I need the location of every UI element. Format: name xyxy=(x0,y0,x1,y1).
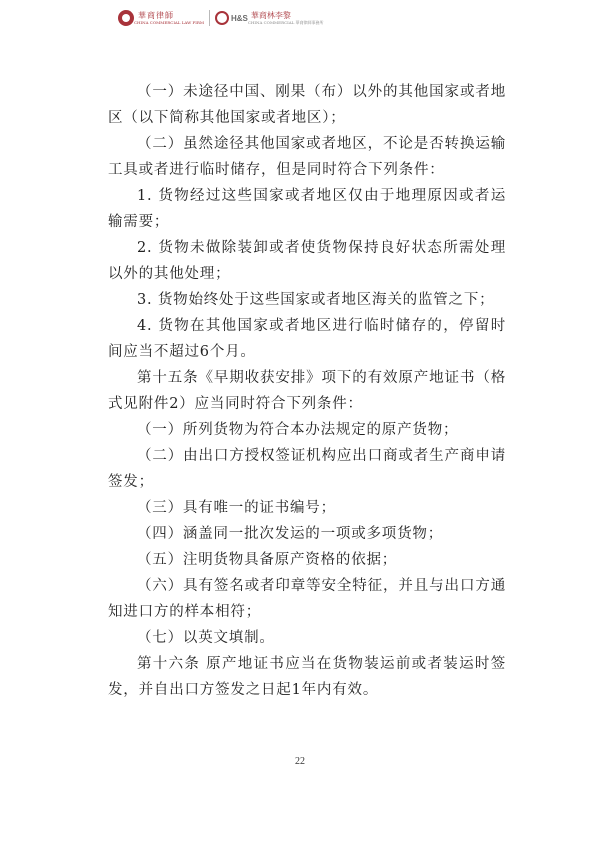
paragraph-11: （四）涵盖同一批次发运的一项或多项货物； xyxy=(137,526,443,542)
paragraph-2: （二）虽然途径其他国家或者地区，不论是否转换运输工具或者进行临时储存，但是同时符合下列条件： xyxy=(108,136,506,178)
paragraph-6: 4. 货物在其他国家或者地区进行临时储存的，停留时间应当不超过6个月。 xyxy=(108,318,506,360)
paragraph-10: （三）具有唯一的证书编号； xyxy=(137,500,336,516)
hs-logo xyxy=(215,11,324,25)
logo2-text: 華商林李黎 xyxy=(250,11,291,20)
logo2-subtext: CHINA COMMERCIAL 華商律師事務所 xyxy=(247,20,324,25)
paragraph-3: 1. 货物经过这些国家或者地区仅由于地理原因或者运输需要； xyxy=(108,188,506,230)
page-header xyxy=(118,8,324,28)
paragraph-4: 2. 货物未做除装卸或者使货物保持良好状态所需处理以外的其他处理； xyxy=(108,240,506,282)
paragraph-15: 第十六条 原产地证书应当在货物装运前或者装运时签发，并自出口方签发之日起1年内有效。 xyxy=(108,656,506,698)
hs-emblem-icon xyxy=(215,11,229,25)
logo1-text: 華商律師 xyxy=(138,11,174,20)
paragraph-5: 3. 货物始终处于这些国家或者地区海关的监管之下； xyxy=(137,292,495,308)
document-body xyxy=(108,79,506,703)
law-firm-emblem-icon xyxy=(118,10,134,26)
page-number: 22 xyxy=(295,756,305,767)
paragraph-8: （一）所列货物为符合本办法规定的原产货物； xyxy=(137,422,459,438)
logo-divider xyxy=(209,10,210,26)
paragraph-9: （二）由出口方授权签证机构应出口商或者生产商申请签发； xyxy=(108,448,506,490)
paragraph-12: （五）注明货物具备原产资格的依据； xyxy=(137,552,398,568)
paragraph-13: （六）具有签名或者印章等安全特征，并且与出口方通知进口方的样本相符； xyxy=(108,578,506,620)
huashang-law-logo xyxy=(118,10,204,26)
hs-mark-text: H&S xyxy=(230,13,248,23)
logo1-subtext: CHINA COMMERCIAL LAW FIRM xyxy=(134,20,204,25)
paragraph-1: （一）未途径中国、刚果（布）以外的其他国家或者地区（以下简称其他国家或者地区）； xyxy=(108,84,506,126)
paragraph-7: 第十五条《早期收获安排》项下的有效原产地证书（格式见附件2）应当同时符合下列条件： xyxy=(108,370,506,412)
paragraph-14: （七）以英文填制。 xyxy=(137,630,275,646)
